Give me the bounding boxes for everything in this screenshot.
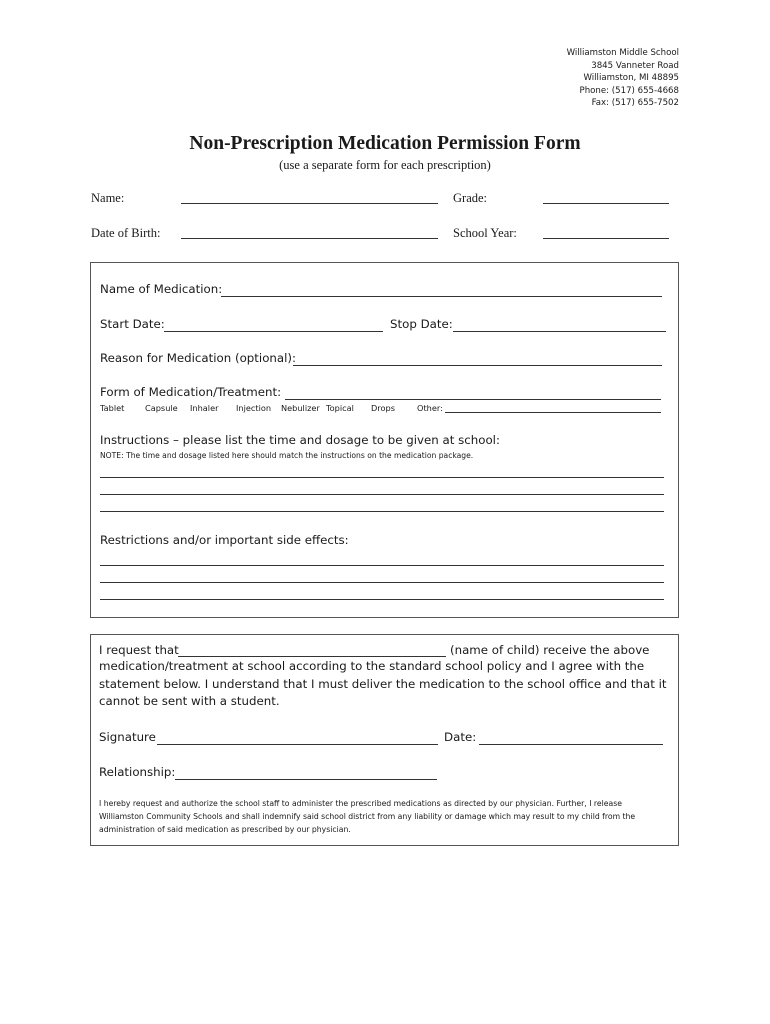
authorization-line: administration of said medication as prescribed by our physician. (99, 825, 351, 834)
dob-label: Date of Birth: (91, 226, 161, 240)
form-subtitle: (use a separate form for each prescription) (279, 158, 491, 172)
date-field[interactable] (479, 744, 663, 745)
authorization-line: I hereby request and authorize the school staff to administer the prescribed medications as directed by our physician. Further, I release (99, 799, 622, 808)
school-year-field[interactable] (543, 238, 669, 239)
address-line: Phone: (517) 655-4668 (579, 85, 679, 96)
option-capsule[interactable]: Capsule (145, 403, 178, 413)
form-title: Non-Prescription Medication Permission Form (189, 133, 581, 154)
school-year-label: School Year: (453, 226, 517, 240)
medication-name-label: Name of Medication: (100, 282, 223, 296)
date-label: Date: (444, 730, 477, 744)
address-line: Williamston Middle School (566, 48, 679, 58)
other-label: Other: (417, 403, 443, 413)
stop-date-label: Stop Date: (390, 317, 453, 331)
name-field[interactable] (181, 203, 438, 204)
form-of-medication-label: Form of Medication/Treatment: (100, 385, 282, 399)
consent-line: medication/treatment at school according to the standard school policy and I agree with the (99, 659, 645, 673)
option-tablet[interactable]: Tablet (100, 403, 125, 413)
start-date-label: Start Date: (100, 317, 165, 331)
restrictions-line[interactable] (100, 599, 664, 600)
start-date-field[interactable] (164, 331, 383, 332)
instructions-line[interactable] (100, 494, 664, 495)
form-of-medication-field[interactable] (285, 399, 661, 400)
medication-name-field[interactable] (221, 296, 662, 297)
reason-label: Reason for Medication (optional): (100, 351, 296, 365)
other-field[interactable] (445, 412, 661, 413)
grade-label: Grade: (453, 191, 488, 205)
option-injection[interactable]: Injection (236, 403, 272, 413)
signature-field[interactable] (157, 744, 438, 745)
address-line: Fax: (517) 655-7502 (591, 98, 679, 109)
consent-line: statement below. I understand that I must deliver the medication to the school office and that it (99, 676, 667, 691)
instructions-label: Instructions – please list the time and dosage to be given at school: (100, 433, 500, 447)
restrictions-line[interactable] (100, 582, 664, 583)
consent-statement (99, 658, 666, 711)
authorization-line: Williamston Community Schools and shall indemnify said school district from any liability or damage which may result to my child from the (99, 812, 636, 821)
dob-field[interactable] (181, 238, 438, 239)
request-suffix: (name of child) receive the above (450, 643, 650, 657)
instructions-line[interactable] (100, 477, 664, 478)
request-prefix: I request that (99, 643, 179, 657)
child-name-field[interactable] (178, 656, 446, 657)
signature-label: Signature (99, 730, 156, 744)
option-nebulizer[interactable]: Nebulizer (281, 403, 320, 413)
relationship-label: Relationship: (99, 765, 176, 779)
consent-line: cannot be sent with a student. (99, 694, 280, 709)
stop-date-field[interactable] (453, 331, 666, 332)
school-address (567, 47, 679, 110)
name-label: Name: (91, 191, 125, 205)
instructions-note: NOTE: The time and dosage listed here should match the instructions on the medication package. (100, 451, 474, 460)
restrictions-label: Restrictions and/or important side effects: (100, 533, 349, 547)
restrictions-line[interactable] (100, 565, 664, 566)
authorization-statement (99, 797, 635, 836)
address-line: 3845 Vanneter Road (591, 60, 679, 71)
reason-field[interactable] (293, 365, 662, 366)
grade-field[interactable] (543, 203, 669, 204)
option-inhaler[interactable]: Inhaler (190, 403, 219, 413)
address-line: Williamston, MI 48895 (583, 73, 679, 84)
relationship-field[interactable] (175, 779, 437, 780)
option-topical[interactable]: Topical (326, 403, 354, 413)
instructions-line[interactable] (100, 511, 664, 512)
option-drops[interactable]: Drops (371, 403, 395, 413)
